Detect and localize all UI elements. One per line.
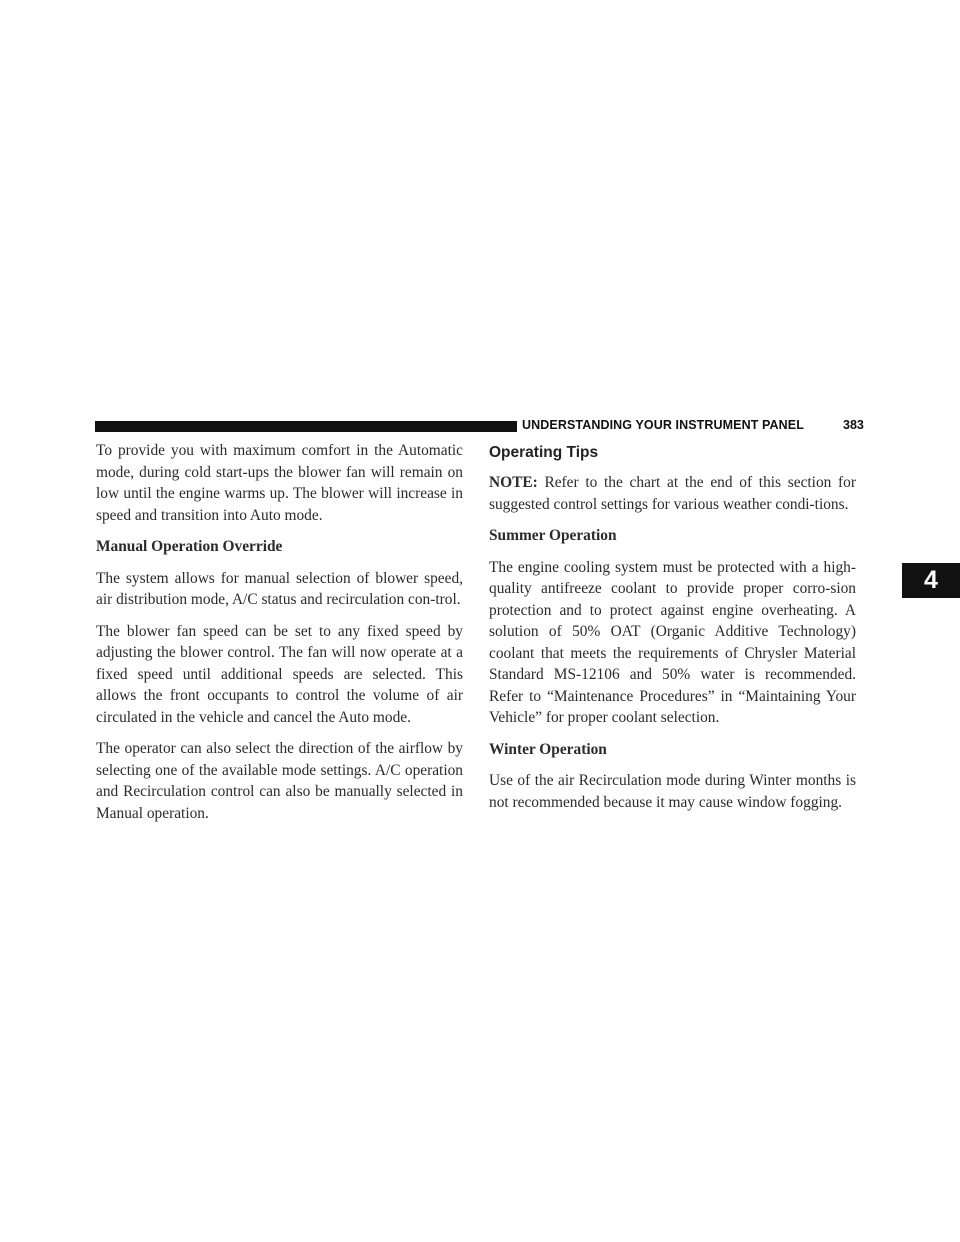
chapter-tab: 4 [902,563,960,598]
auto-mode-paragraph: To provide you with maximum comfort in the Automatic mode, during cold start-ups the blower fan will remain on low until the engine warms up. The blower will increase in speed and transition into Auto mode. [96,442,463,524]
page-number: 383 [843,418,864,432]
winter-operation-paragraph: Use of the air Recirculation mode during Winter months is not recommended because it may cause window fogging. [489,772,856,811]
manual-selection-paragraph: The system allows for manual selection of blower speed, air distribution mode, A/C status and recirculation con-trol. [96,569,463,608]
note-paragraph [489,472,856,515]
airflow-direction-paragraph: The operator can also select the direction of the airflow by selecting one of the available mode settings. A/C operation and Recirculation control can also be manually selected in Manual operation. [96,740,463,822]
note-label: NOTE: [489,474,538,491]
winter-operation-heading: Winter Operation [489,740,607,758]
note-text: Refer to the chart at the end of this section for suggested control settings for various weather condi-tions. [489,474,856,513]
operating-tips-heading: Operating Tips [489,444,599,461]
blower-speed-paragraph: The blower fan speed can be set to any fixed speed by adjusting the blower control. The fan will now operate at a fixed speed until additional speeds are selected. This allows the front occupants to control the volume of air circulated in the vehicle and cancel the Auto mode. [96,622,463,726]
right-column [489,440,856,823]
running-header-title: UNDERSTANDING YOUR INSTRUMENT PANEL [522,418,804,432]
left-column [96,440,463,834]
header-rule [95,421,517,432]
summer-operation-heading: Summer Operation [489,527,617,544]
summer-operation-paragraph: The engine cooling system must be protected with a high-quality antifreeze coolant to provide proper corro-sion protection and to protect against engine overheating. A solution of 50% OAT (Organic Additive Technology) coolant that meets the requirements of Chrysler Material Standard MS-12106 and 50% water is recommended. Refer to “Maintenance Procedures” in “Maintaining Your Vehicle” for proper coolant selection. [489,558,856,726]
manual-override-heading: Manual Operation Override [96,538,283,555]
